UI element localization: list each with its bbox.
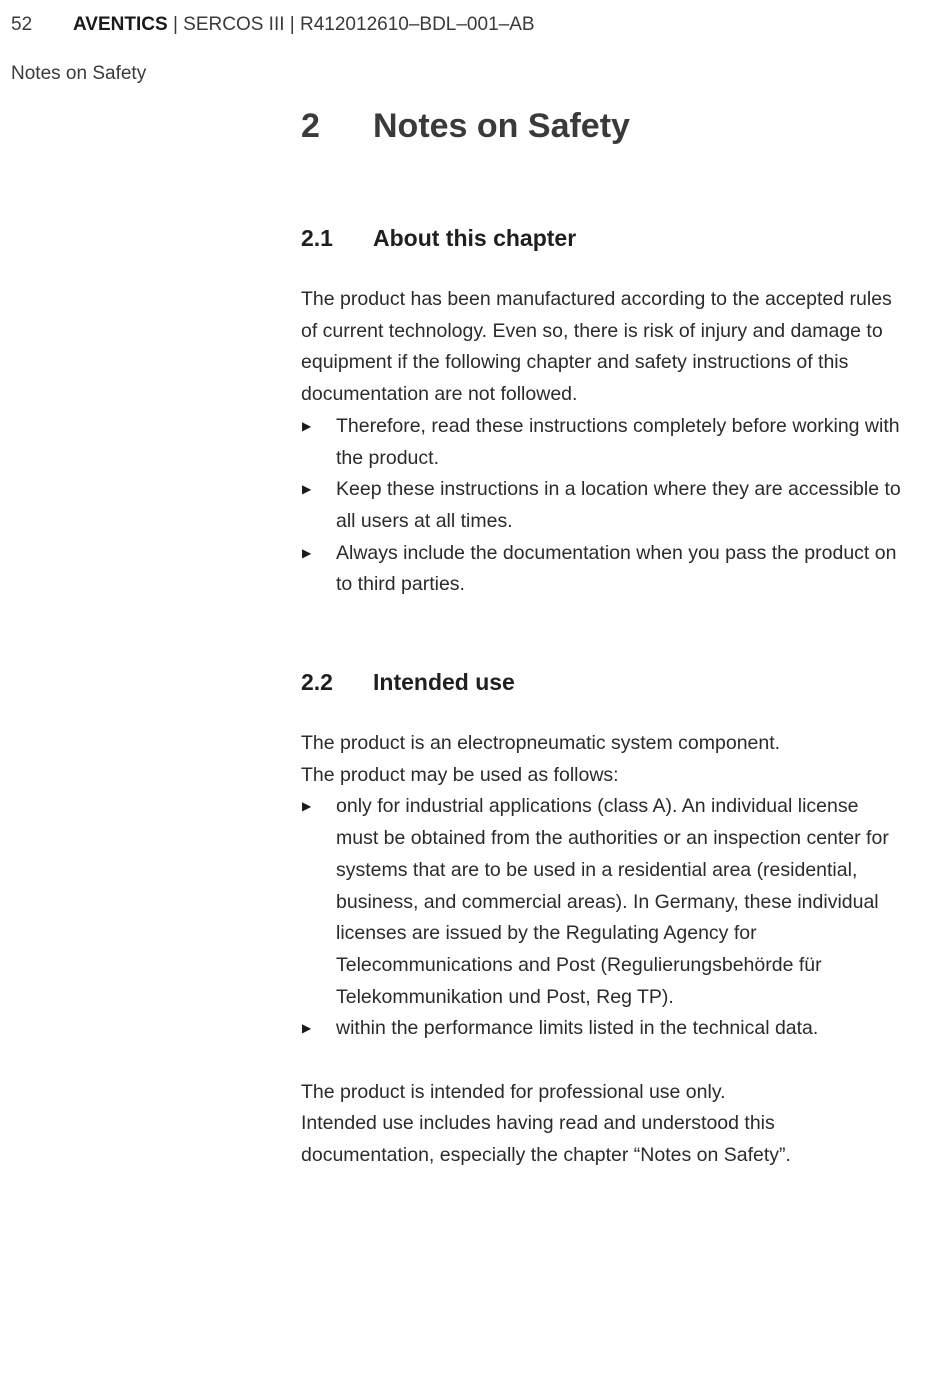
section-number: 2.1 <box>301 225 333 251</box>
document-details: | SERCOS III | R412012610–BDL–001–AB <box>167 14 535 35</box>
chapter-title: Notes on Safety <box>373 107 630 145</box>
brand-name: AVENTICS <box>73 14 168 35</box>
paragraph: The product may be used as follows: <box>301 763 619 786</box>
page-number: 52 <box>11 14 33 35</box>
list-item: ▶ only for industrial applications (class A). An individual license must be obtained from the authorities or an inspection center for systems that are to be used in a residential area (residential, business, and commercial areas). In Germany, these individual licenses are issued by the Regulating Agency for Telecommunications and Post (Regulierungsbehörde für Telekommunikation und Post, Reg TP). <box>301 791 901 1013</box>
section-body-2-2 <box>301 728 901 1172</box>
section-title: About this chapter <box>373 225 577 251</box>
list-item: ▶ within the performance limits listed in the technical data. <box>301 1013 901 1045</box>
chapter-heading <box>301 104 630 148</box>
paragraph: Intended use includes having read and understood this documentation, especially the chapter “Notes on Safety”. <box>301 1112 791 1167</box>
usage-list <box>301 791 901 1045</box>
instruction-list <box>301 411 901 601</box>
paragraph: The product is intended for professional use only. <box>301 1080 726 1103</box>
section-heading-2-2 <box>301 667 515 697</box>
list-item: ▶ Always include the documentation when you pass the product on to third parties. <box>301 538 901 601</box>
triangle-right-icon: ▶ <box>302 418 312 433</box>
triangle-right-icon: ▶ <box>302 1021 312 1036</box>
triangle-right-icon: ▶ <box>302 799 312 814</box>
list-item: ▶ Therefore, read these instructions completely before working with the product. <box>301 411 901 474</box>
intro-paragraph: The product has been manufactured according to the accepted rules of current technology. Even so, there is risk of injury and damage to equipment if the following chapter and safety instructions of this documentation are not followed. <box>301 288 892 406</box>
list-item: ▶ Keep these instructions in a location where they are accessible to all users at all times. <box>301 474 901 537</box>
section-marker: Notes on Safety <box>11 63 147 84</box>
section-body-2-1 <box>301 284 901 601</box>
triangle-right-icon: ▶ <box>302 545 312 560</box>
triangle-right-icon: ▶ <box>302 482 312 497</box>
paragraph: The product is an electropneumatic system component. <box>301 732 781 754</box>
spacer <box>301 1045 901 1077</box>
running-header <box>73 12 535 38</box>
section-heading-2-1 <box>301 223 576 253</box>
chapter-number: 2 <box>301 107 320 145</box>
section-number: 2.2 <box>301 669 333 695</box>
section-title: Intended use <box>373 669 515 695</box>
